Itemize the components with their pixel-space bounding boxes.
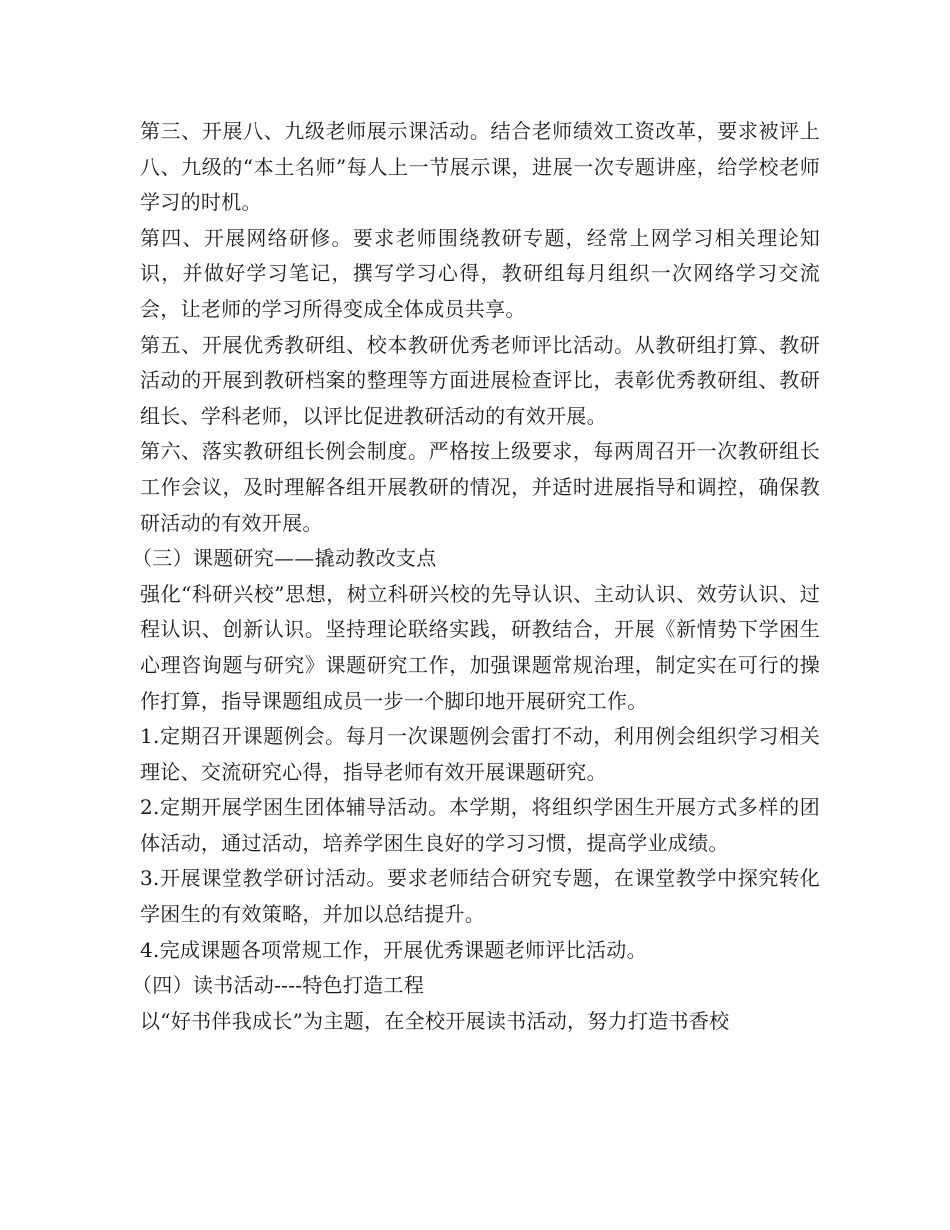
paragraph-5: 第五、开展优秀教研组、校本教研优秀老师评比活动。从教研组打算、教研活动的开展到教研档案的整理等方面进展检查评比，表彰优秀教研组、教研组长、学科老师，以评比促进教研活动的有效开展。 bbox=[140, 332, 820, 428]
paragraph-reading-intro: 以“好书伴我成长”为主题，在全校开展读书活动，努力打造书香校 bbox=[140, 1008, 730, 1033]
list-item-1: 1.定期召开课题例会。每月一次课题例会雷打不动，利用例会组织学习相关理论、交流研究心得，指导老师有效开展课题研究。 bbox=[140, 724, 820, 784]
paragraph-4: 第四、开展网络研修。要求老师围绕教研专题，经常上网学习相关理论知识，并做好学习笔记，撰写学习心得，教研组每月组织一次网络学习交流会，让老师的学习所得变成全体成员共享。 bbox=[140, 225, 820, 321]
list-item-2: 2.定期开展学困生团体辅导活动。本学期，将组织学困生开展方式多样的团体活动，通过活动，培养学困生良好的学习习惯，提高学业成绩。 bbox=[140, 795, 820, 855]
document-body bbox=[132, 114, 820, 1039]
section-heading-reading: （四）读书活动----特色打造工程 bbox=[132, 973, 425, 998]
paragraph-research-intro: 强化“科研兴校”思想，树立科研兴校的先导认识、主动认识、效劳认识、过程认识、创新认识。坚持理论联络实践，研教结合，开展《新情势下学困生心理咨询题与研究》课题研究工作，加强课题常规治理，制定实在可行的操作打算，指导课题组成员一步一个脚印地开展研究工作。 bbox=[140, 581, 820, 713]
paragraph-6: 第六、落实教研组长例会制度。严格按上级要求，每两周召开一次教研组长工作会议，及时理解各组开展教研的情况，并适时进展指导和调控，确保教研活动的有效开展。 bbox=[140, 439, 820, 535]
paragraph-3: 第三、开展八、九级老师展示课活动。结合老师绩效工资改革，要求被评上八、九级的“本土名师”每人上一节展示课，进展一次专题讲座，给学校老师学习的时机。 bbox=[140, 119, 820, 215]
list-item-4: 4.完成课题各项常规工作，开展优秀课题老师评比活动。 bbox=[140, 937, 647, 962]
list-item-3: 3.开展课堂教学研讨活动。要求老师结合研究专题，在课堂教学中探究转化学困生的有效策略，并加以总结提升。 bbox=[140, 866, 820, 927]
section-heading-research: （三）课题研究——撬动教改支点 bbox=[132, 546, 437, 571]
